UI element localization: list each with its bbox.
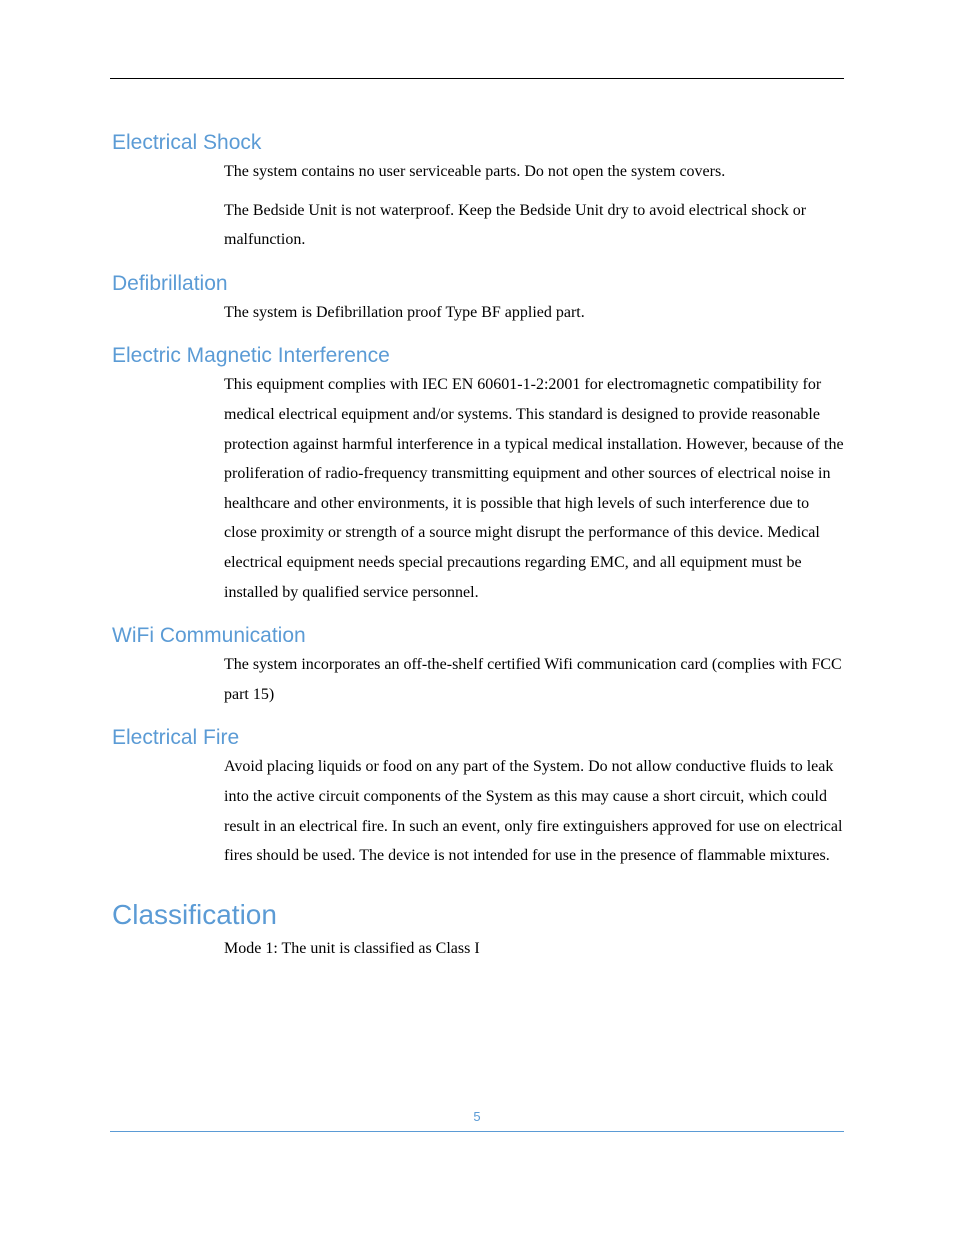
classification-paragraph: Mode 1: The unit is classified as Class I bbox=[224, 939, 480, 957]
section-paragraph: The system incorporates an off-the-shelf certified Wifi communication card (complies with FCC part 15) bbox=[224, 656, 842, 703]
page-footer bbox=[110, 1108, 844, 1126]
header-rule bbox=[110, 78, 844, 79]
section-heading-electrical-shock: Electrical Shock bbox=[112, 131, 262, 154]
section-heading-defibrillation: Defibrillation bbox=[112, 271, 228, 295]
section-paragraph: This equipment complies with IEC EN 60601-1-2:2001 for electromagnetic compatibility for medical electrical equipment and/or systems. This standard is designed to provide reasonable protection against harmful interference in a typical medical installation. However, because of the proliferation of radio-frequency transmitting equipment and other sources of electrical noise in healthcare and other environments, it is possible that high levels of such interference due to close proximity or strength of a source might disrupt the performance of this device. Medical electrical equipment needs special precautions regarding EMC, and all equipment must be installed by qualified service personnel. bbox=[224, 376, 844, 601]
section-heading-electrical-fire: Electrical Fire bbox=[112, 726, 240, 750]
section-paragraph: The system is Defibrillation proof Type BF applied part. bbox=[224, 303, 585, 321]
section-paragraph: The system contains no user serviceable parts. Do not open the system covers. bbox=[224, 163, 726, 180]
page-content bbox=[112, 130, 844, 963]
classification-heading: Classification bbox=[112, 898, 277, 930]
page-number: 5 bbox=[473, 1109, 481, 1124]
footer-rule bbox=[110, 1131, 844, 1132]
section-paragraph: Avoid placing liquids or food on any part of the System. Do not allow conductive fluids to leak into the active circuit components of the System as this may cause a short circuit, which could result in an electrical fire. In such an event, only fire extinguishers approved for use on electrical fires should be used. The device is not intended for use in the presence of flammable mixtures. bbox=[224, 758, 843, 865]
section-paragraph: The Bedside Unit is not waterproof. Keep the Bedside Unit dry to avoid electrical shock or malfunction. bbox=[224, 201, 807, 249]
section-heading-wifi-communication: WiFi Communication bbox=[112, 624, 306, 648]
section-heading-emi: Electric Magnetic Interference bbox=[112, 344, 390, 368]
